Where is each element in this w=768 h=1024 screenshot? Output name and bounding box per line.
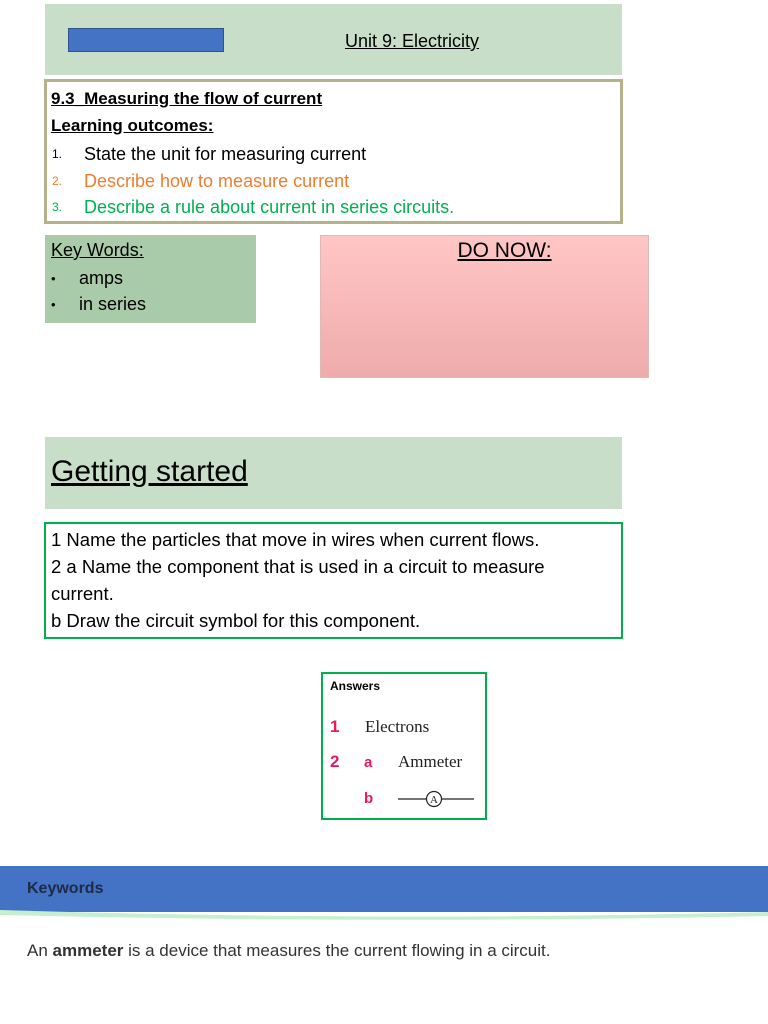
keyword-definition	[27, 936, 627, 965]
learning-outcomes-box	[44, 79, 623, 224]
question-line: b Draw the circuit symbol for this component.	[51, 610, 421, 631]
outcome-number: 1.	[52, 147, 63, 162]
ammeter-symbol-letter: A	[430, 794, 438, 806]
keywords-section-label: Keywords	[27, 880, 104, 897]
outcome-item	[52, 196, 454, 218]
definition-text: is a device that measures the current flowing in a circuit.	[123, 941, 551, 960]
keywords-divider-strip	[0, 908, 768, 920]
key-word-text: in series	[79, 293, 147, 314]
unit-title: Unit 9: Electricity	[345, 31, 480, 51]
header-blue-bar	[68, 28, 224, 52]
answers-title: Answers	[330, 679, 381, 693]
answer-text: Electrons	[365, 717, 430, 736]
answer-letter: a	[364, 754, 373, 771]
ammeter-symbol-icon	[396, 787, 476, 811]
do-now-title: DO NOW:	[457, 239, 552, 262]
do-now-box	[320, 235, 649, 378]
outcome-number: 3.	[52, 200, 63, 215]
question-line: current.	[51, 583, 114, 604]
answers-box	[321, 672, 487, 820]
outcome-item	[52, 143, 366, 165]
getting-started-band	[45, 437, 622, 509]
definition-term: ammeter	[52, 941, 124, 960]
key-words-box	[45, 235, 256, 323]
answer-number: 2	[330, 752, 340, 771]
do-now-title-row	[321, 239, 648, 263]
key-word-item	[51, 267, 123, 289]
lesson-heading: 9.3_Measuring the flow of current	[51, 89, 323, 108]
learning-outcomes-heading: Learning outcomes:	[51, 116, 214, 135]
outcome-item	[52, 170, 349, 192]
question-line: 1 Name the particles that move in wires when current flows.	[51, 529, 540, 550]
outcome-text: State the unit for measuring current	[84, 143, 367, 164]
answer-number: 1	[330, 717, 340, 736]
answer-text: Ammeter	[398, 752, 463, 771]
outcome-text: Describe how to measure current	[84, 170, 350, 191]
key-words-title: Key Words:	[51, 240, 144, 260]
key-word-item	[51, 293, 146, 315]
bullet-icon: •	[51, 296, 56, 312]
keywords-section-bar	[0, 866, 768, 912]
question-line: 2 a Name the component that is used in a circuit to measure	[51, 556, 545, 577]
key-word-text: amps	[79, 267, 124, 288]
getting-started-title: Getting started	[51, 455, 248, 488]
outcome-text: Describe a rule about current in series circuits.	[84, 196, 455, 217]
questions-box	[44, 522, 623, 639]
outcome-number: 2.	[52, 174, 63, 189]
definition-prefix: An	[27, 941, 53, 960]
bullet-icon: •	[51, 270, 56, 286]
answer-letter: b	[364, 790, 374, 807]
